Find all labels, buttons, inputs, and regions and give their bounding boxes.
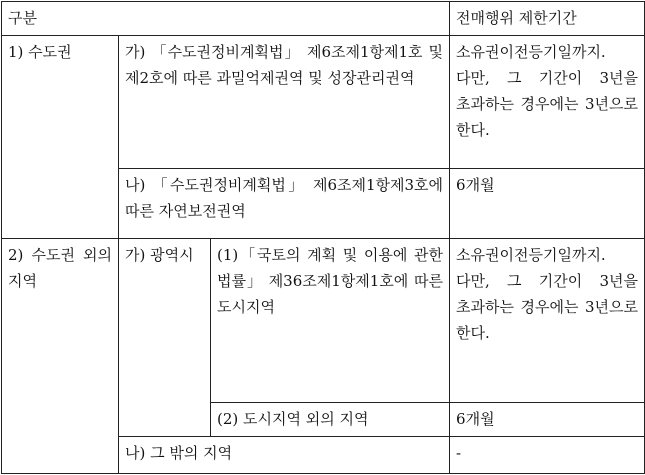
region-capital-area: 1) 수도권 xyxy=(2,36,119,239)
header-row xyxy=(2,2,645,36)
urban-area: (1)「국토의 계획 및 이용에 관한 법률」 제36조제1항제1호에 따른 도시지역 xyxy=(211,239,450,403)
non-urban-area: (2) 도시지역 외의 지역 xyxy=(211,402,450,436)
region-non-capital-area: 2) 수도권 외의 지역 xyxy=(2,239,119,474)
period-capital-overcrowding: 소유권이전등기일까지. 다만, 그 기간이 3년을 초과하는 경우에는 3년으로 한다. xyxy=(450,36,645,168)
table-row xyxy=(2,239,645,403)
period-capital-nature-conservation: 6개월 xyxy=(450,168,645,238)
other-areas: 나) 그 밖의 지역 xyxy=(119,436,450,473)
period-other-areas: - xyxy=(450,436,645,473)
capital-nature-conservation-zone: 나) 「수도권정비계획법」 제6조제1항제3호에 따른 자연보전권역 xyxy=(119,168,450,238)
header-category: 구분 xyxy=(2,2,450,36)
period-urban-area: 소유권이전등기일까지. 다만, 그 기간이 3년을 초과하는 경우에는 3년으로 한다. xyxy=(450,239,645,403)
header-restriction-period: 전매행위 제한기간 xyxy=(450,2,645,36)
resale-restriction-table xyxy=(1,1,645,474)
metropolitan-city: 가) 광역시 xyxy=(119,239,211,437)
table-row xyxy=(2,36,645,168)
period-non-urban-area: 6개월 xyxy=(450,402,645,436)
capital-overcrowding-growth-zone: 가) 「수도권정비계획법」 제6조제1항제1호 및 제2호에 따른 과밀억제권역 및 성장관리권역 xyxy=(119,36,450,168)
